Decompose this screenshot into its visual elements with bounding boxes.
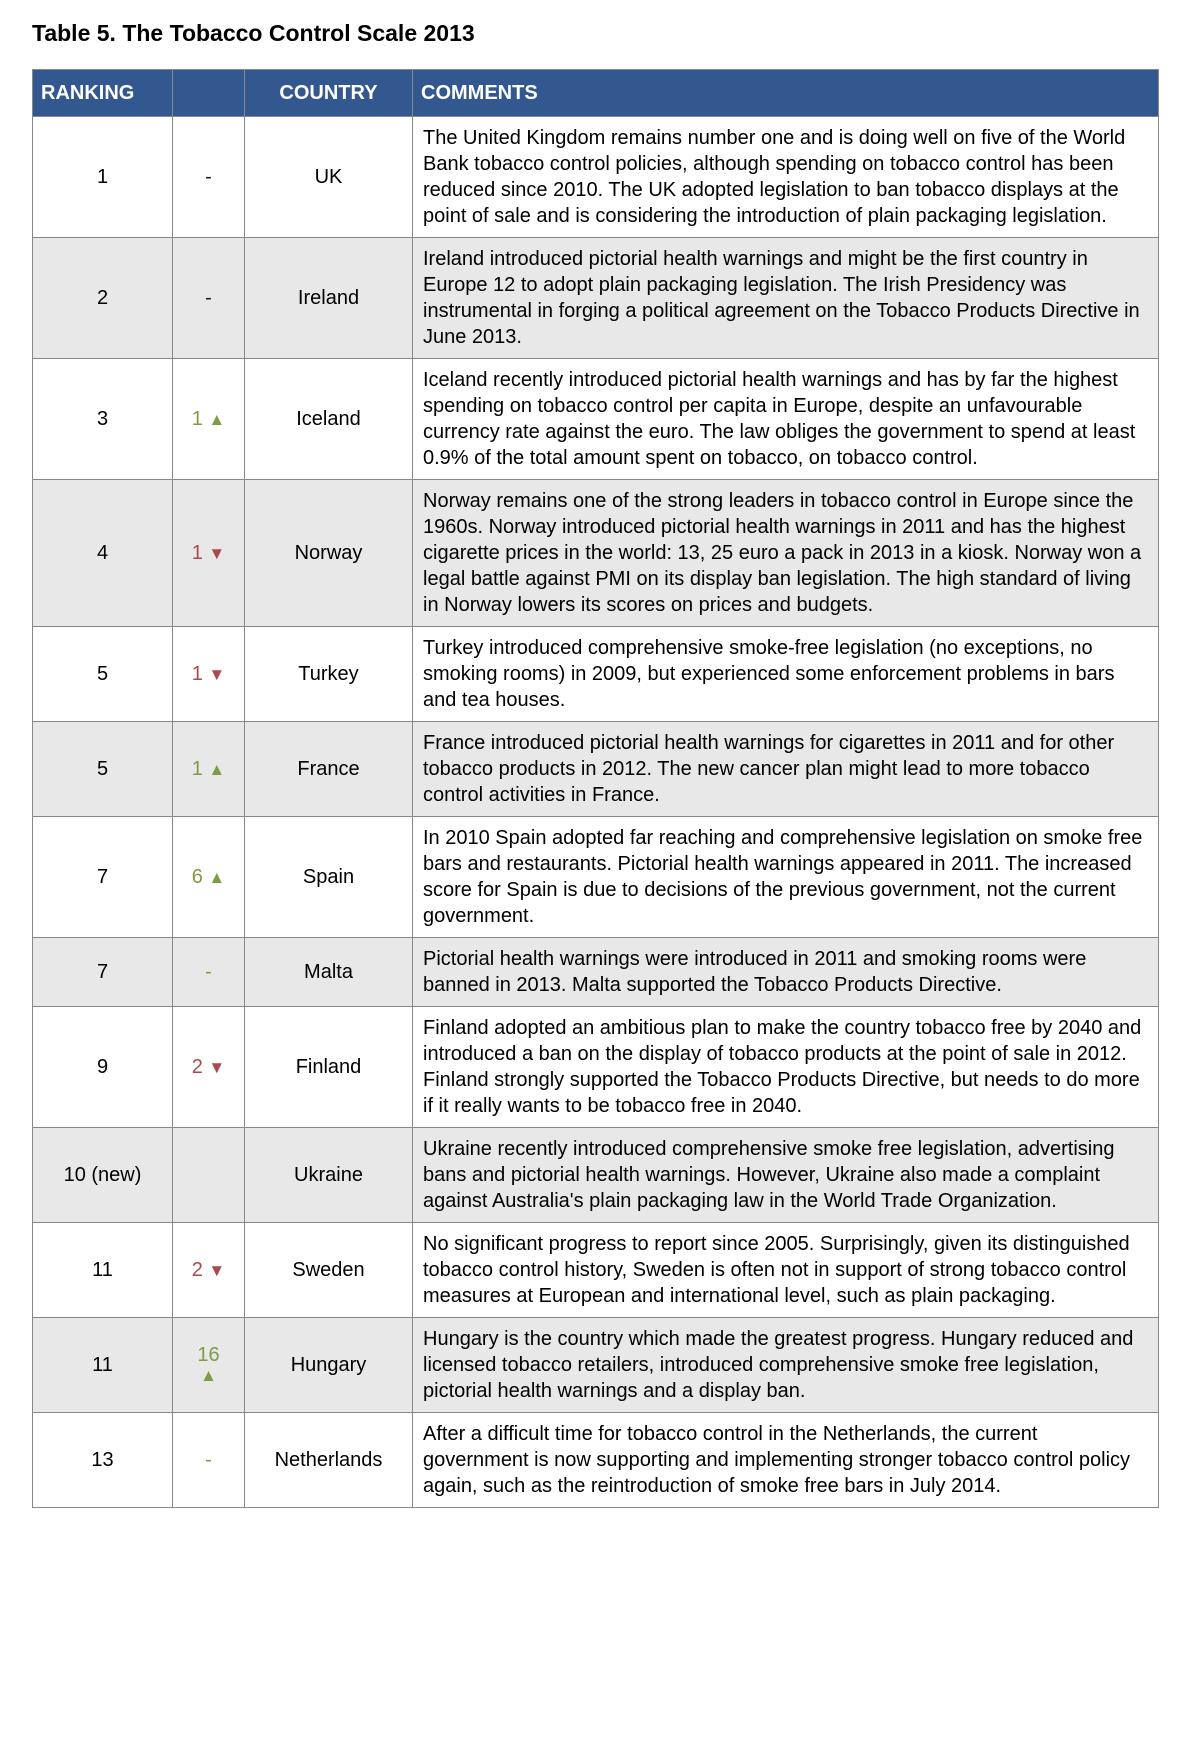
rank-change-value: 6 — [191, 865, 203, 888]
down-arrow-icon: ▼ — [208, 1057, 226, 1077]
column-header-country: COUNTRY — [245, 70, 413, 117]
rank-change-value: 16 — [197, 1344, 220, 1366]
comment-cell: No significant progress to report since 2005. Surprisingly, given its distinguished tobacco control history, Sweden is often not in support of strong tobacco control measures at European and international level, such as plain packaging. — [413, 1223, 1159, 1318]
comment-cell: Pictorial health warnings were introduced in 2011 and smoking rooms were banned in 2013. Malta supported the Tobacco Products Directive. — [413, 938, 1159, 1007]
table-body — [33, 117, 1159, 1508]
rank-change-value: 1 — [191, 757, 203, 780]
table-row — [33, 1007, 1159, 1128]
rank-change-cell — [173, 1007, 245, 1128]
table-title: Table 5. The Tobacco Control Scale 2013 — [32, 20, 475, 46]
table-row — [33, 117, 1159, 238]
table-row — [33, 722, 1159, 817]
comment-cell: Hungary is the country which made the greatest progress. Hungary reduced and licensed tobacco retailers, introduced comprehensive smoke free legislation, pictorial health warnings and a display ban. — [413, 1318, 1159, 1413]
comment-cell: Finland adopted an ambitious plan to make the country tobacco free by 2040 and introduced a ban on the display of tobacco products at the point of sale in 2012. Finland strongly supported the Tobacco Products Directive, but needs to do more if it really wants to be tobacco free in 2040. — [413, 1007, 1159, 1128]
ranking-cell: 1 — [33, 117, 173, 238]
rank-change-cell — [173, 117, 245, 238]
table-row — [33, 359, 1159, 480]
table-row — [33, 1413, 1159, 1508]
rank-change-value: - — [205, 1448, 212, 1471]
rank-change-value: 1 — [191, 407, 203, 430]
ranking-cell: 5 — [33, 722, 173, 817]
country-cell: Ukraine — [245, 1128, 413, 1223]
comment-cell: France introduced pictorial health warnings for cigarettes in 2011 and for other tobacco products in 2012. The new cancer plan might lead to more tobacco control activities in France. — [413, 722, 1159, 817]
rank-change-cell — [173, 1318, 245, 1413]
column-header-comments: COMMENTS — [413, 70, 1159, 117]
rank-change-value: 1 — [191, 662, 203, 685]
ranking-cell: 13 — [33, 1413, 173, 1508]
table-row — [33, 1318, 1159, 1413]
ranking-cell: 11 — [33, 1223, 173, 1318]
table-row — [33, 817, 1159, 938]
column-header-ranking: RANKING — [33, 70, 173, 117]
comment-cell: Ireland introduced pictorial health warnings and might be the first country in Europe 12 to adopt plain packaging legislation. The Irish Presidency was instrumental in forging a political agreement on the Tobacco Products Directive in June 2013. — [413, 238, 1159, 359]
rank-change-cell — [173, 938, 245, 1007]
country-cell: Hungary — [245, 1318, 413, 1413]
ranking-cell: 9 — [33, 1007, 173, 1128]
country-cell: France — [245, 722, 413, 817]
down-arrow-icon: ▼ — [208, 1260, 226, 1280]
rank-change-cell — [173, 480, 245, 627]
table-row — [33, 1128, 1159, 1223]
country-cell: Turkey — [245, 627, 413, 722]
country-cell: Finland — [245, 1007, 413, 1128]
up-arrow-icon: ▲ — [200, 1366, 217, 1385]
ranking-cell: 11 — [33, 1318, 173, 1413]
comment-cell: Ukraine recently introduced comprehensive smoke free legislation, advertising bans and pictorial health warnings. However, Ukraine also made a complaint against Australia's plain packaging law in the World Trade Organization. — [413, 1128, 1159, 1223]
rank-change-cell — [173, 359, 245, 480]
rank-change-cell — [173, 238, 245, 359]
rank-change-cell — [173, 722, 245, 817]
country-cell: Spain — [245, 817, 413, 938]
comment-cell: In 2010 Spain adopted far reaching and comprehensive legislation on smoke free bars and restaurants. Pictorial health warnings appeared in 2011. The increased score for Spain is due to decisions of the previous government, not the current government. — [413, 817, 1159, 938]
country-cell: UK — [245, 117, 413, 238]
rank-change-value: 2 — [191, 1258, 203, 1281]
rank-change-value: - — [205, 960, 212, 983]
rank-change-cell — [173, 1128, 245, 1223]
rank-change-value: 1 — [191, 541, 203, 564]
country-cell: Ireland — [245, 238, 413, 359]
column-header-change — [173, 70, 245, 117]
table-row — [33, 238, 1159, 359]
ranking-cell: 7 — [33, 817, 173, 938]
ranking-cell: 7 — [33, 938, 173, 1007]
rank-change-cell — [173, 1413, 245, 1508]
up-arrow-icon: ▲ — [208, 867, 226, 887]
country-cell: Netherlands — [245, 1413, 413, 1508]
ranking-cell: 3 — [33, 359, 173, 480]
comment-cell: Norway remains one of the strong leaders in tobacco control in Europe since the 1960s. Norway introduced pictorial health warnings in 2011 and has the highest cigarette prices in the world: 13, 25 euro a pack in 2013 in a kiosk. Norway won a legal battle against PMI on its display ban legislation. The high standard of living in Norway lowers its scores on prices and budgets. — [413, 480, 1159, 627]
rank-change-cell — [173, 1223, 245, 1318]
comment-cell: Turkey introduced comprehensive smoke-free legislation (no exceptions, no smoking rooms) in 2009, but experienced some enforcement problems in bars and tea houses. — [413, 627, 1159, 722]
down-arrow-icon: ▼ — [208, 543, 226, 563]
up-arrow-icon: ▲ — [208, 409, 226, 429]
rank-change-cell — [173, 817, 245, 938]
comment-cell: After a difficult time for tobacco control in the Netherlands, the current government is now supporting and implementing stronger tobacco control policy again, such as the reintroduction of smoke free bars in July 2014. — [413, 1413, 1159, 1508]
rank-change-value: 2 — [191, 1055, 203, 1078]
rank-change-value: - — [205, 286, 212, 309]
country-cell: Sweden — [245, 1223, 413, 1318]
country-cell: Malta — [245, 938, 413, 1007]
down-arrow-icon: ▼ — [208, 664, 226, 684]
comment-cell: Iceland recently introduced pictorial health warnings and has by far the highest spending on tobacco control per capita in Europe, despite an unfavourable currency rate against the euro. The law obliges the government to spend at least 0.9% of the total amount spent on tobacco, on tobacco control. — [413, 359, 1159, 480]
comment-cell: The United Kingdom remains number one and is doing well on five of the World Bank tobacco control policies, although spending on tobacco control has been reduced since 2010. The UK adopted legislation to ban tobacco displays at the point of sale and is considering the introduction of plain packaging legislation. — [413, 117, 1159, 238]
table-row — [33, 1223, 1159, 1318]
ranking-cell: 2 — [33, 238, 173, 359]
country-cell: Norway — [245, 480, 413, 627]
ranking-cell: 5 — [33, 627, 173, 722]
up-arrow-icon: ▲ — [208, 759, 226, 779]
tobacco-control-scale-table — [32, 69, 1159, 1508]
table-row — [33, 938, 1159, 1007]
ranking-cell: 4 — [33, 480, 173, 627]
table-row — [33, 480, 1159, 627]
ranking-cell: 10 (new) — [33, 1128, 173, 1223]
rank-change-cell — [173, 627, 245, 722]
table-row — [33, 627, 1159, 722]
country-cell: Iceland — [245, 359, 413, 480]
rank-change-value: - — [205, 165, 212, 188]
table-header-row — [33, 70, 1159, 117]
